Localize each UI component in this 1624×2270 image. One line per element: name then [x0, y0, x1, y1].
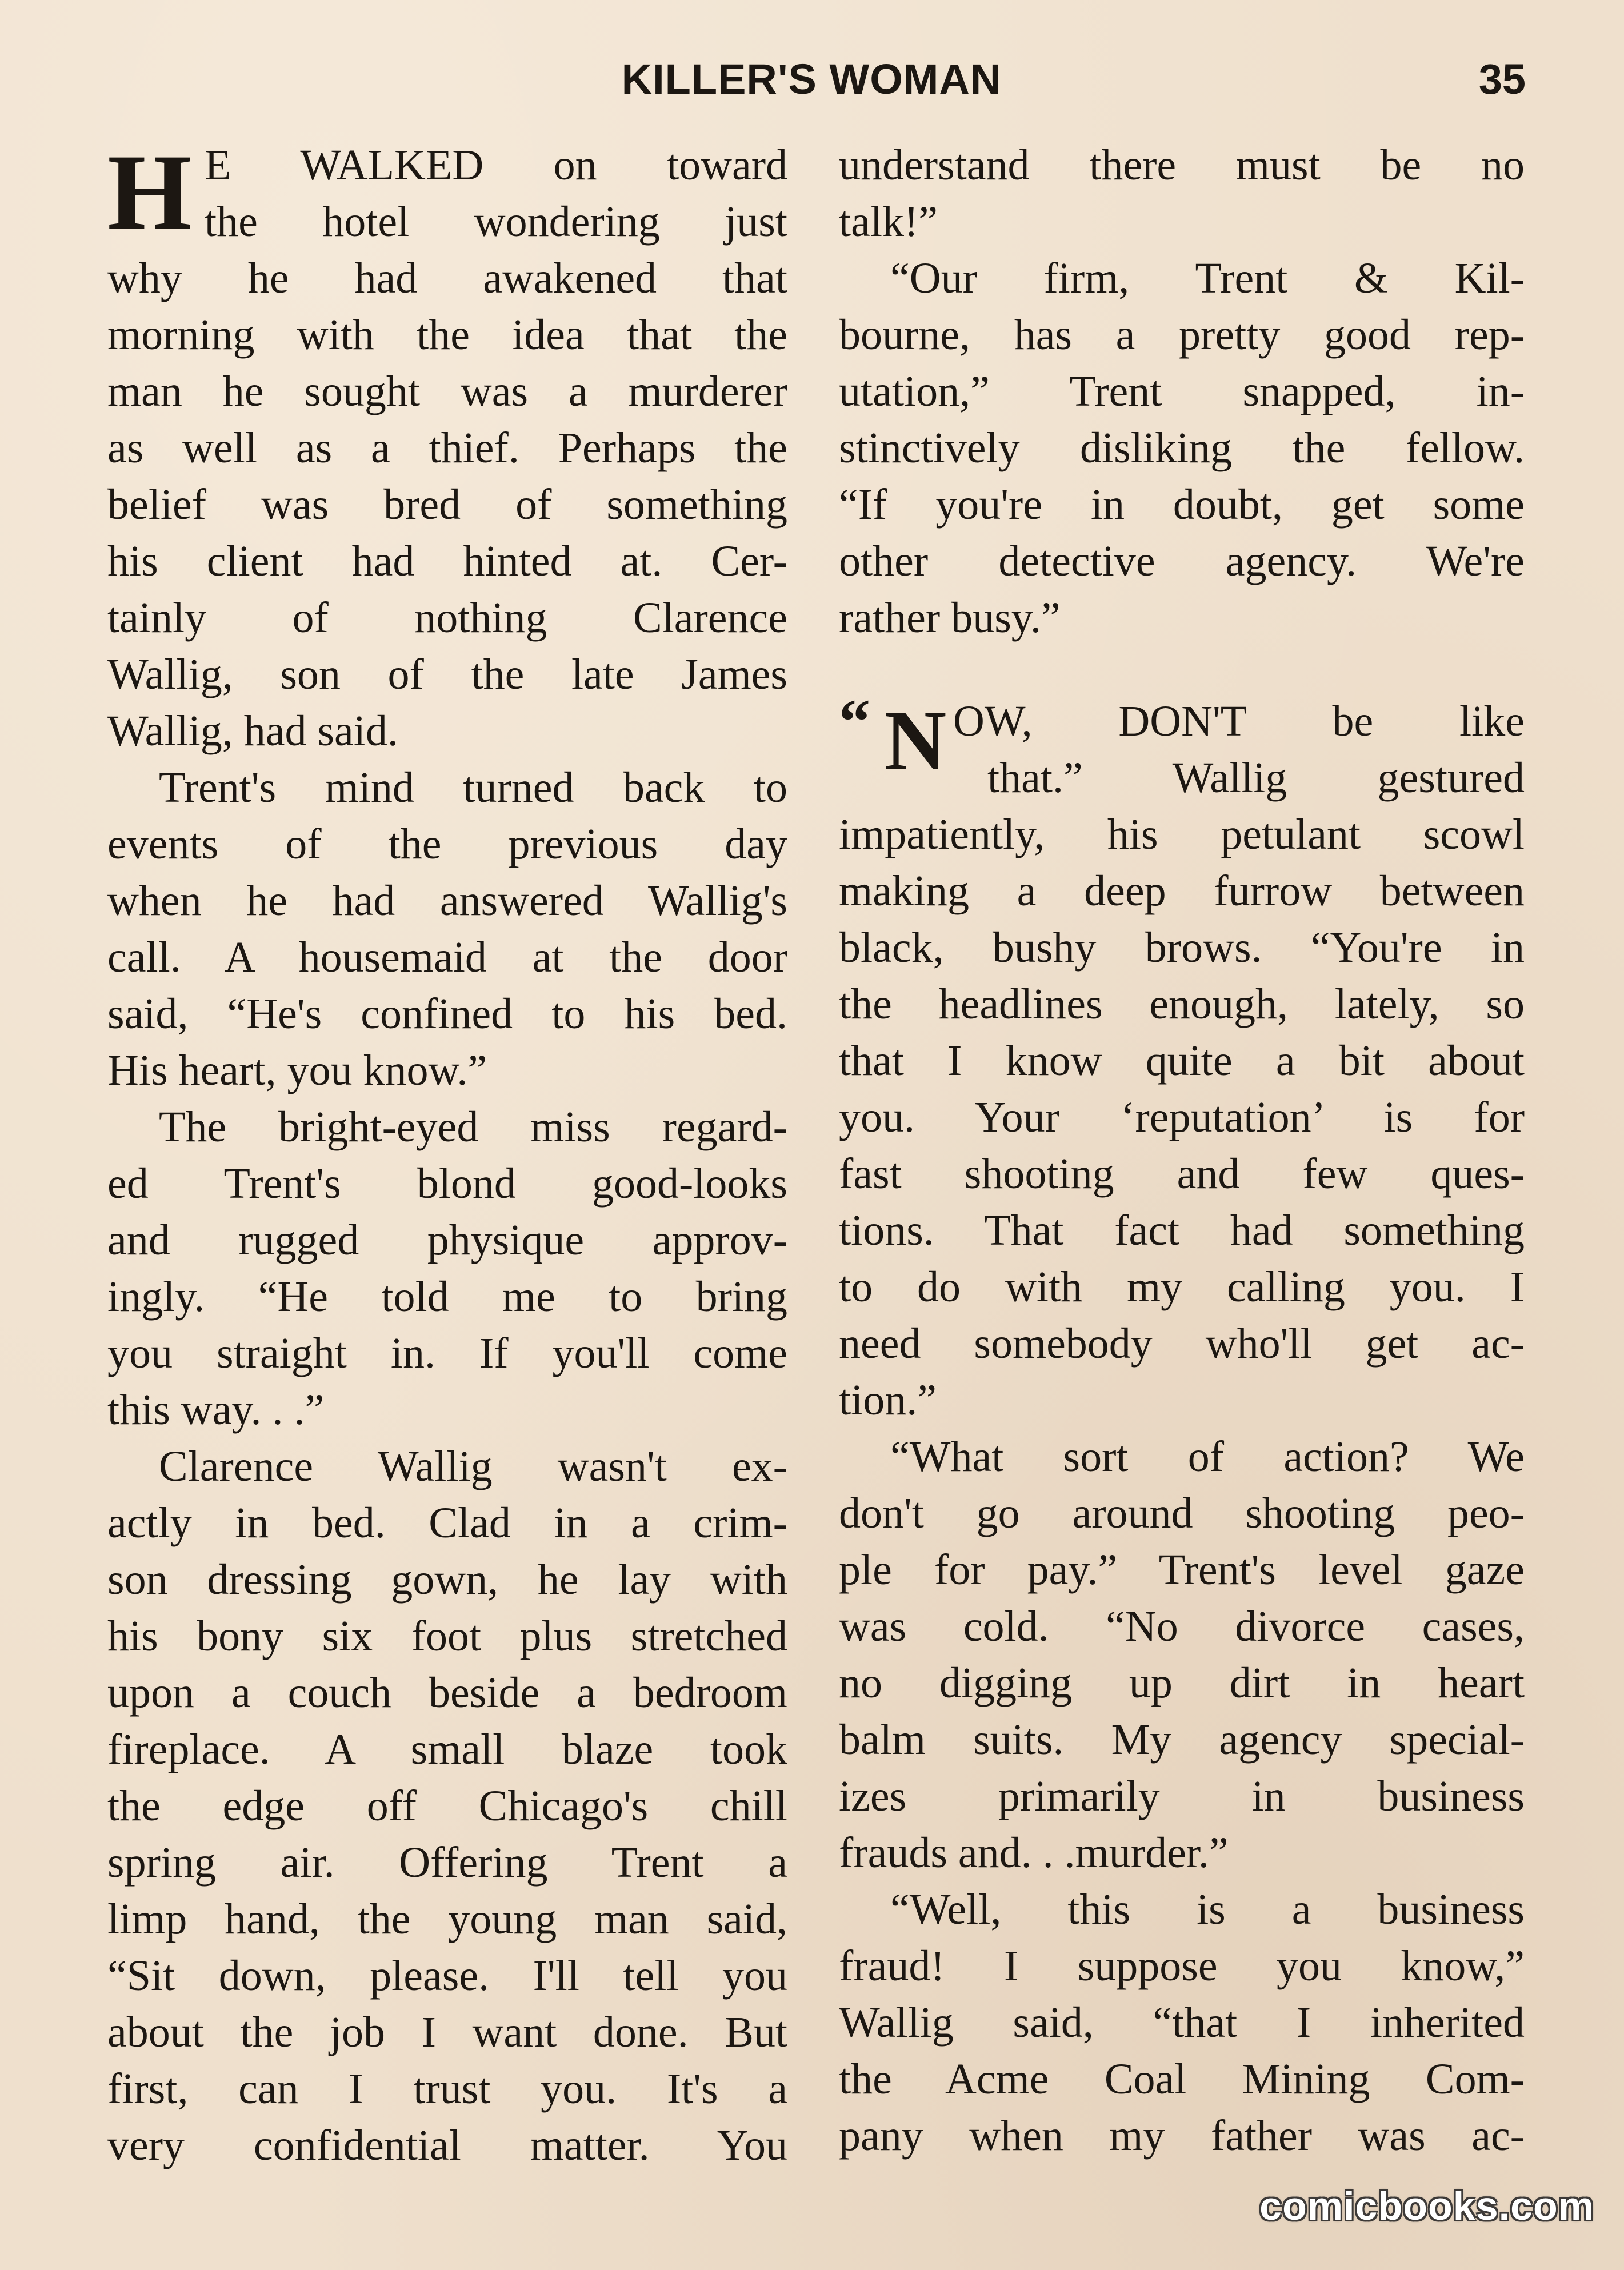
text-line: Wallig, had said. — [107, 707, 398, 755]
text-line: actly in bed. Clad in a crim- — [107, 1499, 787, 1547]
text-line: “If you're in doubt, get some — [839, 481, 1525, 529]
text-line: bourne, has a pretty good rep- — [839, 311, 1525, 359]
text-line: ple for pay.” Trent's level gaze — [839, 1546, 1525, 1594]
section-opening-paragraph — [839, 686, 1525, 806]
text-line: why he had awakened that — [107, 254, 787, 302]
text-line: son dressing gown, he lay with — [107, 1556, 787, 1604]
text-line: limp hand, the young man said, — [107, 1895, 787, 1943]
text-line: pany when my father was ac- — [839, 2112, 1525, 2160]
text-line: very confidential matter. You — [107, 2121, 787, 2169]
text-line: OW, DON'T be like — [953, 697, 1525, 745]
text-line: said, “He's confined to his bed. — [107, 990, 787, 1038]
text-line: that.” Wallig gestured — [987, 754, 1525, 802]
text-line: fast shooting and few ques- — [839, 1150, 1525, 1198]
text-line: need somebody who'll get ac- — [839, 1320, 1525, 1368]
text-line: fireplace. A small blaze took — [107, 1725, 787, 1773]
left-column — [107, 133, 787, 2174]
text-line: “Well, this is a business — [890, 1885, 1525, 1933]
text-line: Wallig, son of the late James — [107, 650, 787, 698]
text-line: His heart, you know.” — [107, 1046, 487, 1094]
text-line: man he sought was a murderer — [107, 367, 787, 415]
text-line: his client had hinted at. Cer- — [107, 537, 787, 585]
text-line: spring air. Offering Trent a — [107, 1839, 787, 1887]
text-line: that I know quite a bit about — [839, 1037, 1525, 1085]
text-line: Trent's mind turned back to — [159, 764, 787, 812]
text-line: understand there must be no — [839, 141, 1525, 189]
text-line: tion.” — [839, 1376, 937, 1424]
drop-cap: N — [885, 693, 947, 788]
text-line: belief was bred of something — [107, 481, 787, 529]
text-line: was cold. “No divorce cases, — [839, 1602, 1525, 1650]
text-line: his bony six foot plus stretched — [107, 1612, 787, 1660]
text-line: the edge off Chicago's chill — [107, 1782, 787, 1830]
text-line: Wallig said, “that I inherited — [839, 1999, 1525, 2047]
text-line: black, bushy brows. “You're in — [839, 924, 1525, 972]
text-line: upon a couch beside a bedroom — [107, 1669, 787, 1717]
text-line: Clarence Wallig wasn't ex- — [159, 1442, 787, 1490]
text-line: other detective agency. We're — [839, 537, 1525, 585]
text-line: the hotel wondering just — [205, 198, 787, 246]
text-line: call. A housemaid at the door — [107, 933, 787, 981]
opening-paragraph — [107, 133, 787, 253]
text-line: balm suits. My agency special- — [839, 1716, 1525, 1764]
right-column — [839, 137, 1525, 2164]
drop-cap-quote: “ — [839, 686, 870, 756]
text-line: tainly of nothing Clarence — [107, 594, 787, 642]
text-line: you. Your ‘reputation’ is for — [839, 1093, 1525, 1141]
text-line: The bright-eyed miss regard- — [159, 1103, 787, 1151]
text-line: making a deep furrow between — [839, 867, 1525, 915]
text-line: fraud! I suppose you know,” — [839, 1942, 1525, 1990]
watermark: comicbooks.com — [1259, 2184, 1594, 2228]
text-line: first, can I trust you. It's a — [107, 2065, 787, 2113]
text-line: and rugged physique approv- — [107, 1216, 787, 1264]
text-line: ed Trent's blond good-looks — [107, 1160, 787, 1208]
text-line: “What sort of action? We — [890, 1433, 1525, 1481]
text-line: the Acme Coal Mining Com- — [839, 2055, 1525, 2103]
text-line: you straight in. If you'll come — [107, 1329, 787, 1377]
text-line: izes primarily in business — [839, 1772, 1525, 1820]
text-line: E WALKED on toward — [205, 141, 787, 189]
text-line: stinctively disliking the fellow. — [839, 424, 1525, 472]
text-line: morning with the idea that the — [107, 311, 787, 359]
text-line: the headlines enough, lately, so — [839, 980, 1525, 1028]
text-line: ingly. “He told me to bring — [107, 1273, 787, 1321]
text-line: this way. . .” — [107, 1386, 325, 1434]
text-line: to do with my calling you. I — [839, 1263, 1525, 1311]
text-line: events of the previous day — [107, 820, 787, 868]
text-line: “Sit down, please. I'll tell you — [107, 1952, 787, 2000]
text-line: utation,” Trent snapped, in- — [839, 367, 1525, 415]
drop-cap: H — [107, 133, 192, 253]
text-line: when he had answered Wallig's — [107, 877, 787, 925]
text-line: don't go around shooting peo- — [839, 1489, 1525, 1537]
running-title: KILLER'S WOMAN — [621, 55, 1002, 103]
text-line: “Our firm, Trent & Kil- — [890, 254, 1525, 302]
text-line: frauds and. . .murder.” — [839, 1829, 1229, 1877]
text-line: about the job I want done. But — [107, 2008, 787, 2056]
page-number: 35 — [1478, 55, 1526, 103]
text-line: no digging up dirt in heart — [839, 1659, 1525, 1707]
text-line: impatiently, his petulant scowl — [839, 810, 1525, 858]
text-line: tions. That fact had something — [839, 1206, 1525, 1254]
text-line: as well as a thief. Perhaps the — [107, 424, 787, 472]
text-line: talk!” — [839, 198, 938, 246]
text-line: rather busy.” — [839, 594, 1061, 642]
